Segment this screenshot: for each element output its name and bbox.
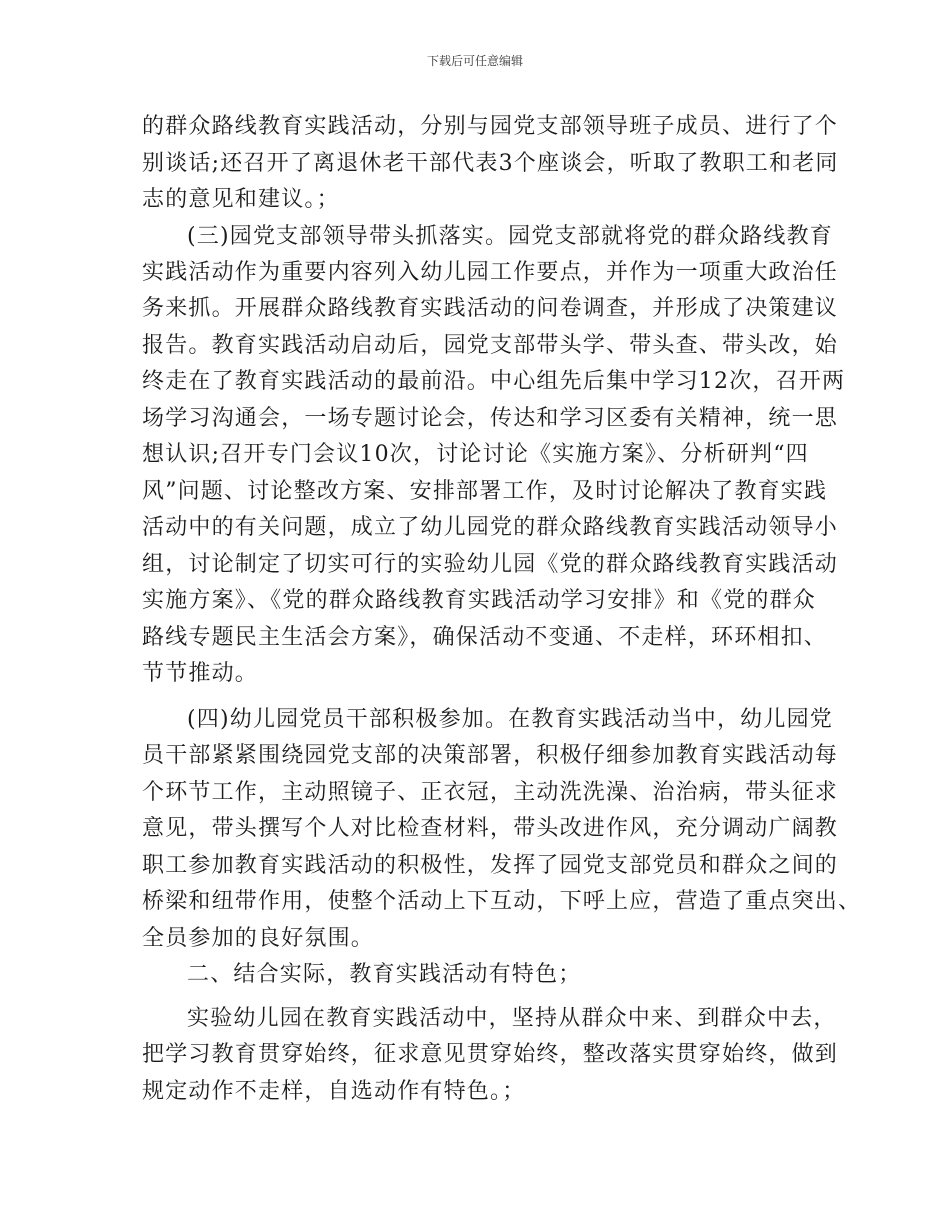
text-line: 实施方案》、《党的群众路线教育实践活动学习安排》和《党的群众 — [142, 588, 817, 613]
text-line: (四)幼儿园党员干部积极参加。在教育实践活动当中，幼儿园党 — [187, 707, 833, 732]
text-line: 员干部紧紧围绕园党支部的决策部署，积极仔细参加教育实践活动每 — [142, 743, 839, 768]
text-line: 终走在了教育实践活动的最前沿。中心组先后集中学习12次，召开两 — [142, 369, 846, 394]
text-line: 报告。教育实践活动启动后，园党支部带头学、带头查、带头改，始 — [142, 333, 839, 358]
text-line: 意见，带头撰写个人对比检查材料，带头改进作风，充分调动广阔教 — [142, 816, 839, 841]
text-line: 个环节工作，主动照镜子、正衣冠，主动洗洗澡、治治病，带头征求 — [142, 780, 839, 805]
text-line: 二、结合实际，教育实践活动有特色； — [187, 962, 582, 987]
text-line: 活动中的有关问题，成立了幼儿园党的群众路线教育实践活动领导小 — [142, 515, 839, 540]
text-line: 把学习教育贯穿始终，征求意见贯穿始终，整改落实贯穿始终，做到 — [142, 1042, 839, 1067]
text-line: (三)园党支部领导带头抓落实。园党支部就将党的群众路线教育 — [187, 224, 833, 249]
text-line: 组，讨论制定了切实可行的实验幼儿园《党的群众路线教育实践活动 — [142, 552, 839, 577]
text-line: 场学习沟通会，一场专题讨论会，传达和学习区委有关精神，统一思 — [142, 406, 839, 431]
text-line: 实践活动作为重要内容列入幼儿园工作要点，并作为一项重大政治任 — [142, 260, 839, 285]
text-line: 志的意见和建议。； — [142, 187, 340, 212]
text-line: 想认识;召开专门会议10次，讨论讨论《实施方案》、分析研判“四 — [142, 442, 809, 467]
text-line: 职工参加教育实践活动的积极性，发挥了园党支部党员和群众之间的 — [142, 853, 839, 878]
text-line: 规定动作不走样，自选动作有特色。； — [142, 1079, 526, 1104]
text-line: 务来抓。开展群众路线教育实践活动的问卷调查，并形成了决策建议 — [142, 296, 839, 321]
text-line: 的群众路线教育实践活动，分别与园党支部领导班子成员、进行了个 — [142, 114, 839, 139]
text-line: 全员参加的良好氛围。 — [142, 926, 375, 951]
text-line: 风”问题、讨论整改方案、安排部署工作，及时讨论解决了教育实践 — [142, 479, 828, 504]
text-line: 路线专题民主生活会方案》，确保活动不变通、不走样，环环相扣、 — [142, 625, 828, 650]
text-line: 实验幼儿园在教育实践活动中，坚持从群众中来、到群众中去， — [187, 1006, 837, 1031]
text-line: 节节推动。 — [142, 661, 259, 686]
text-line: 别谈话;还召开了离退休老干部代表3个座谈会，听取了教职工和老同 — [142, 151, 839, 176]
text-line: 桥梁和纽带作用，使整个活动上下互动，下呼上应，营造了重点突出、 — [142, 889, 862, 914]
page-header: 下载后可任意编辑 — [426, 54, 523, 68]
